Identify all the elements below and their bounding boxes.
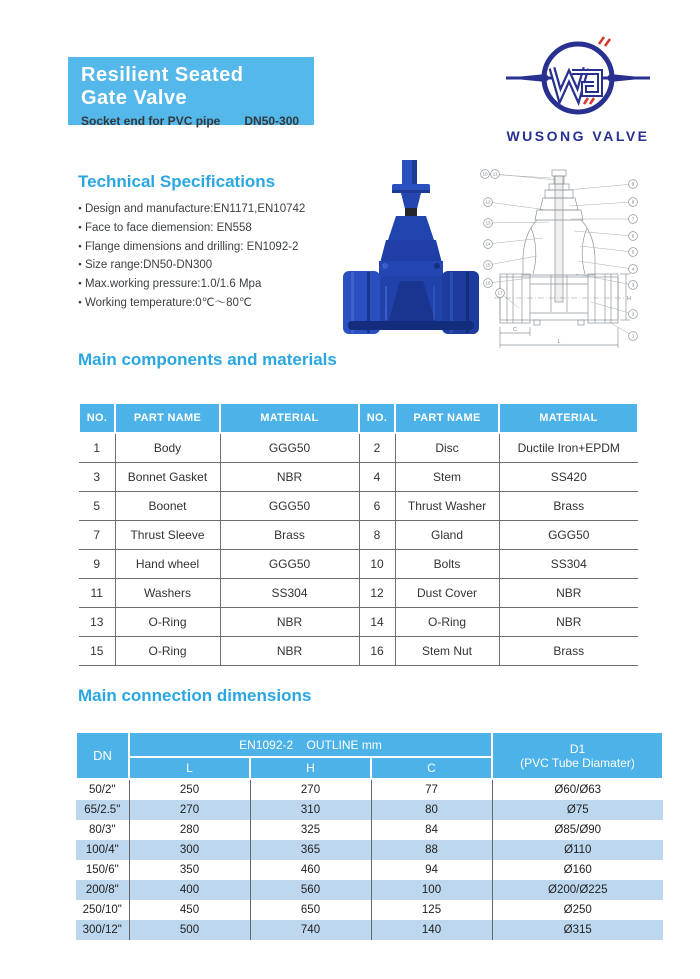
svg-text:11: 11: [492, 171, 498, 177]
components-cell: Brass: [499, 637, 638, 666]
components-cell: O-Ring: [395, 608, 499, 637]
components-cell: Bonnet Gasket: [115, 463, 220, 492]
svg-text:15: 15: [485, 262, 491, 268]
svg-text:3: 3: [631, 282, 635, 288]
dimensions-cell: Ø250: [492, 900, 663, 920]
components-cell: NBR: [499, 579, 638, 608]
dimensions-cell: 300/12": [76, 920, 129, 940]
valve-photo: [343, 160, 479, 340]
product-subtitle: Socket end for PVC pipe: [81, 114, 221, 128]
components-body: [79, 433, 638, 666]
wusong-logo-icon: [496, 32, 660, 122]
components-cell: O-Ring: [115, 608, 220, 637]
svg-text:5: 5: [631, 249, 635, 255]
dimensions-cell: 400: [129, 880, 250, 900]
dimensions-row: [76, 900, 663, 920]
dimensions-cell: 140: [371, 920, 492, 940]
components-cell: GGG50: [220, 433, 359, 463]
components-cell: 4: [359, 463, 395, 492]
spec-list: [78, 200, 305, 313]
components-cell: NBR: [499, 608, 638, 637]
dimensions-row: [76, 880, 663, 900]
components-cell: Hand wheel: [115, 550, 220, 579]
components-cell: GGG50: [220, 492, 359, 521]
components-cell: Thrust Sleeve: [115, 521, 220, 550]
dimensions-row: [76, 920, 663, 940]
components-cell: 8: [359, 521, 395, 550]
components-cell: 14: [359, 608, 395, 637]
dimensions-cell: 94: [371, 860, 492, 880]
dimensions-cell: 65/2.5": [76, 800, 129, 820]
svg-text:14: 14: [485, 241, 491, 247]
svg-text:8: 8: [631, 199, 635, 205]
dim-col-d1-line1: D1: [569, 741, 586, 756]
components-header-cell: NO.: [359, 403, 395, 433]
components-cell: 3: [79, 463, 115, 492]
dim-col-d1: [492, 732, 663, 779]
components-cell: Ductile Iron+EPDM: [499, 433, 638, 463]
dimensions-cell: 500: [129, 920, 250, 940]
dimensions-row: [76, 820, 663, 840]
dimensions-cell: 350: [129, 860, 250, 880]
components-header-cell: PART NAME: [115, 403, 220, 433]
components-cell: 12: [359, 579, 395, 608]
components-cell: 7: [79, 521, 115, 550]
dim-subheader-cell: C: [371, 757, 492, 779]
product-title-line1: Resilient Seated: [81, 64, 244, 86]
dimensions-cell: 100/4": [76, 840, 129, 860]
components-cell: 1: [79, 433, 115, 463]
dimensions-cell: 150/6": [76, 860, 129, 880]
product-size-range: DN50-300: [244, 114, 300, 128]
dim-subheader-cell: L: [129, 757, 250, 779]
dimensions-cell: 280: [129, 820, 250, 840]
dimensions-cell: 300: [129, 840, 250, 860]
dimensions-row: [76, 779, 663, 800]
dimensions-row: [76, 840, 663, 860]
product-title-line2: Gate Valve: [81, 87, 188, 109]
components-cell: Washers: [115, 579, 220, 608]
components-row: [79, 550, 638, 579]
components-row: [79, 608, 638, 637]
components-cell: SS420: [499, 463, 638, 492]
components-title: Main components and materials: [78, 350, 337, 369]
components-cell: Brass: [499, 492, 638, 521]
svg-text:L: L: [557, 339, 561, 345]
dimensions-cell: 84: [371, 820, 492, 840]
components-cell: 11: [79, 579, 115, 608]
dim-col-dn: DN: [76, 732, 129, 779]
components-cell: SS304: [220, 579, 359, 608]
components-row: [79, 579, 638, 608]
components-cell: Dust Cover: [395, 579, 499, 608]
svg-text:4: 4: [631, 266, 635, 272]
components-table: [78, 402, 639, 666]
svg-text:7: 7: [631, 216, 635, 222]
dimensions-cell: 200/8": [76, 880, 129, 900]
dimensions-cell: 50/2": [76, 779, 129, 800]
components-head-row: [79, 403, 638, 433]
svg-text:H: H: [627, 296, 631, 302]
dimensions-cell: Ø60/Ø63: [492, 779, 663, 800]
dimensions-cell: Ø315: [492, 920, 663, 940]
dimensions-cell: 365: [250, 840, 371, 860]
components-header-cell: NO.: [79, 403, 115, 433]
dimensions-cell: Ø160: [492, 860, 663, 880]
dimensions-title: Main connection dimensions: [78, 686, 312, 705]
components-cell: GGG50: [220, 550, 359, 579]
spec-item: ● Working temperature:0℃～80℃: [78, 294, 305, 313]
dimensions-cell: 80/3": [76, 820, 129, 840]
dimensions-row: [76, 800, 663, 820]
dimensions-cell: 100: [371, 880, 492, 900]
dimensions-body: [76, 779, 663, 940]
header-block: [68, 57, 314, 128]
components-cell: 9: [79, 550, 115, 579]
components-cell: Boonet: [115, 492, 220, 521]
dimensions-cell: 270: [250, 779, 371, 800]
dimensions-cell: Ø200/Ø225: [492, 880, 663, 900]
dimensions-cell: 560: [250, 880, 371, 900]
spec-item: ● Face to face diemension: EN558: [78, 219, 305, 238]
dim-group-header: EN1092-2 OUTLINE mm: [129, 732, 492, 757]
components-header-cell: PART NAME: [395, 403, 499, 433]
svg-text:13: 13: [485, 220, 491, 226]
components-cell: Gland: [395, 521, 499, 550]
components-cell: 15: [79, 637, 115, 666]
components-cell: GGG50: [499, 521, 638, 550]
svg-text:17: 17: [497, 290, 503, 296]
dimensions-cell: 325: [250, 820, 371, 840]
components-cell: 10: [359, 550, 395, 579]
svg-text:1: 1: [631, 333, 635, 339]
components-cell: 13: [79, 608, 115, 637]
dimensions-cell: 450: [129, 900, 250, 920]
dimensions-cell: 650: [250, 900, 371, 920]
svg-text:2: 2: [631, 311, 635, 317]
components-row: [79, 521, 638, 550]
components-row: [79, 463, 638, 492]
components-cell: NBR: [220, 463, 359, 492]
components-cell: Bolts: [395, 550, 499, 579]
components-row: [79, 492, 638, 521]
components-cell: Stem Nut: [395, 637, 499, 666]
spec-item: ● Design and manufacture:EN1171,EN10742: [78, 200, 305, 219]
dimensions-cell: Ø110: [492, 840, 663, 860]
dimensions-cell: 460: [250, 860, 371, 880]
components-row: [79, 433, 638, 463]
dimensions-cell: 250/10": [76, 900, 129, 920]
components-cell: NBR: [220, 608, 359, 637]
drawing-dim-labels: [513, 296, 631, 345]
components-cell: 16: [359, 637, 395, 666]
components-cell: Thrust Washer: [395, 492, 499, 521]
svg-text:10: 10: [482, 171, 488, 177]
components-cell: 5: [79, 492, 115, 521]
components-cell: 2: [359, 433, 395, 463]
valve-drawing: [479, 162, 679, 356]
dimensions-cell: 125: [371, 900, 492, 920]
dimensions-cell: 250: [129, 779, 250, 800]
svg-text:C: C: [513, 327, 517, 333]
components-cell: 6: [359, 492, 395, 521]
dim-subheader-cell: H: [250, 757, 371, 779]
spec-item: ● Flange dimensions and drilling: EN1092-2: [78, 238, 305, 257]
dimensions-cell: 77: [371, 779, 492, 800]
dimensions-cell: 740: [250, 920, 371, 940]
product-title: [81, 64, 314, 110]
components-cell: Body: [115, 433, 220, 463]
components-header-cell: MATERIAL: [499, 403, 638, 433]
svg-text:16: 16: [485, 280, 491, 286]
components-header-cell: MATERIAL: [220, 403, 359, 433]
components-cell: Stem: [395, 463, 499, 492]
company-name: WUSONG VALVE: [506, 128, 650, 144]
tech-specs-title: Technical Specifications: [78, 172, 276, 191]
svg-text:9: 9: [631, 181, 635, 187]
components-cell: Disc: [395, 433, 499, 463]
dim-col-d1-line2: (PVC Tube Diamater): [520, 755, 635, 770]
dimensions-row: [76, 860, 663, 880]
components-cell: O-Ring: [115, 637, 220, 666]
components-cell: Brass: [220, 521, 359, 550]
spec-item: ● Size range:DN50-DN300: [78, 256, 305, 275]
dimensions-cell: 310: [250, 800, 371, 820]
svg-text:6: 6: [631, 233, 635, 239]
company-logo: [496, 32, 660, 144]
components-cell: SS304: [499, 550, 638, 579]
product-subtitle-row: [81, 114, 314, 128]
dimensions-table: [75, 731, 664, 940]
spec-item: ● Max.working pressure:1.0/1.6 Mpa: [78, 275, 305, 294]
components-row: [79, 637, 638, 666]
dimensions-cell: 88: [371, 840, 492, 860]
dimensions-cell: 270: [129, 800, 250, 820]
dimensions-cell: 80: [371, 800, 492, 820]
dimensions-cell: Ø85/Ø90: [492, 820, 663, 840]
components-cell: NBR: [220, 637, 359, 666]
dimensions-cell: Ø75: [492, 800, 663, 820]
svg-text:12: 12: [485, 199, 491, 205]
